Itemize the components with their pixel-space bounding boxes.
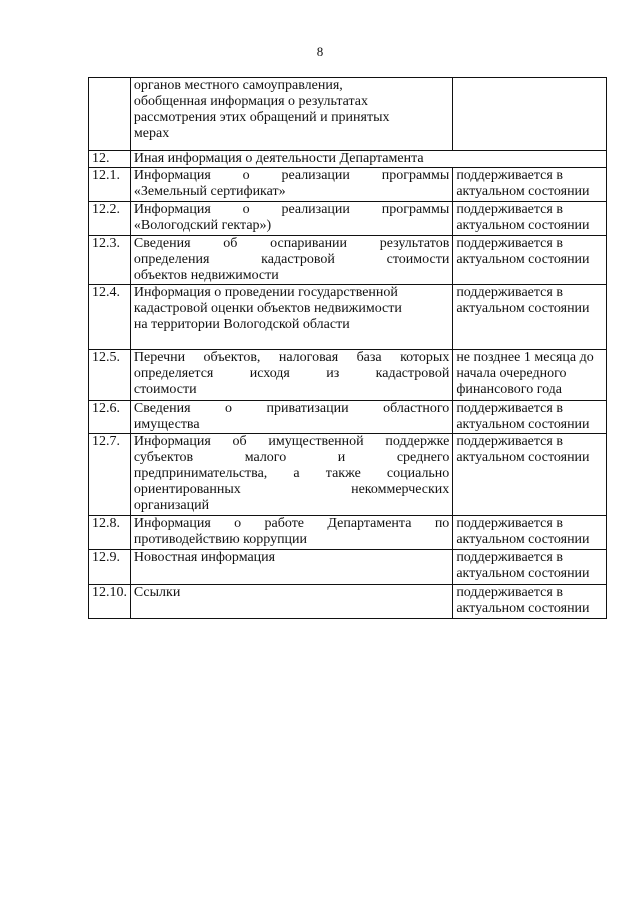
status-line: актуальном состоянии	[456, 450, 590, 465]
section-title: Иная информация о деятельности Департамента	[130, 151, 606, 168]
status-line: поддерживается в	[456, 434, 563, 449]
status-line: поддерживается в	[456, 236, 563, 251]
desc-line: Новостная информация	[133, 550, 276, 565]
table-row	[89, 168, 607, 202]
desc-line: определения кадастровой стоимости	[133, 252, 450, 267]
page-number: 8	[316, 44, 324, 59]
desc-line: Информация об имущественной поддержке	[133, 434, 450, 449]
cell-description	[130, 168, 452, 202]
section-row	[89, 151, 607, 168]
desc-line: Перечни объектов, налоговая база которых	[133, 350, 450, 365]
desc-line: на территории Вологодской области	[133, 317, 350, 332]
continuation-row	[89, 78, 607, 151]
desc-line: мерах	[133, 126, 170, 141]
cell-number: 12.	[89, 151, 131, 168]
cell-description	[130, 350, 452, 401]
desc-line: кадастровой оценки объектов недвижимости	[133, 301, 402, 316]
status-line: актуальном состоянии	[456, 532, 590, 547]
desc-line: организаций	[133, 498, 210, 513]
status-line: поддерживается в	[456, 202, 563, 217]
cell-number: 12.10.	[89, 585, 131, 619]
status-line: поддерживается в	[456, 285, 563, 300]
status-line: финансового года	[456, 382, 563, 397]
cell-status	[453, 285, 607, 350]
cell-status	[453, 78, 607, 151]
cell-number: 12.5.	[89, 350, 131, 401]
status-line: поддерживается в	[456, 585, 563, 600]
status-line: не позднее 1 месяца до	[456, 350, 594, 365]
desc-line: обобщенная информация о результатах	[133, 94, 369, 109]
status-line: актуальном состоянии	[456, 252, 590, 267]
cell-number: 12.1.	[89, 168, 131, 202]
desc-line: Сведения об оспаривании результатов	[133, 236, 450, 251]
cell-status	[453, 350, 607, 401]
cell-number: 12.6.	[89, 401, 131, 434]
desc-line: ориентированных некоммерческих	[133, 482, 450, 497]
desc-line: органов местного самоуправления,	[133, 78, 343, 93]
desc-line: противодействию коррупции	[133, 532, 308, 547]
cell-description	[130, 585, 452, 619]
table-row	[89, 434, 607, 516]
cell-status	[453, 236, 607, 285]
desc-line: «Земельный сертификат»	[133, 184, 286, 199]
cell-description	[130, 401, 452, 434]
cell-number: 12.8.	[89, 516, 131, 550]
cell-status	[453, 585, 607, 619]
status-line: актуальном состоянии	[456, 184, 590, 199]
desc-line: Информация о реализации программы	[133, 168, 450, 183]
cell-description	[130, 236, 452, 285]
desc-line: Информация о реализации программы	[133, 202, 450, 217]
table-row	[89, 350, 607, 401]
desc-line: Ссылки	[133, 585, 181, 600]
cell-status	[453, 434, 607, 516]
cell-number: 12.3.	[89, 236, 131, 285]
desc-line: Информация о работе Департамента по	[133, 516, 450, 531]
table-row	[89, 585, 607, 619]
table-row	[89, 236, 607, 285]
cell-description	[130, 285, 452, 350]
cell-status	[453, 202, 607, 236]
cell-description	[130, 550, 452, 585]
cell-number: 12.9.	[89, 550, 131, 585]
status-line: актуальном состоянии	[456, 218, 590, 233]
cell-number: 12.2.	[89, 202, 131, 236]
status-line: начала очередного	[456, 366, 567, 381]
cell-status	[453, 401, 607, 434]
desc-line: имущества	[133, 417, 200, 432]
cell-description	[130, 516, 452, 550]
cell-status	[453, 516, 607, 550]
desc-line: определяется исходя из кадастровой	[133, 366, 450, 381]
cell-description	[130, 434, 452, 516]
cell-number: 12.7.	[89, 434, 131, 516]
desc-line: Информация о проведении государственной	[133, 285, 398, 300]
cell-number	[89, 78, 131, 151]
table-row	[89, 285, 607, 350]
table-row	[89, 516, 607, 550]
desc-line: предпринимательства, а также социально	[133, 466, 450, 481]
desc-line: рассмотрения этих обращений и принятых	[133, 110, 390, 125]
information-table	[88, 77, 607, 619]
status-line: актуальном состоянии	[456, 566, 590, 581]
table-row	[89, 550, 607, 585]
cell-number: 12.4.	[89, 285, 131, 350]
desc-line: стоимости	[133, 382, 197, 397]
status-line: поддерживается в	[456, 550, 563, 565]
status-line: поддерживается в	[456, 516, 563, 531]
desc-line: Сведения о приватизации областного	[133, 401, 450, 416]
cell-status	[453, 168, 607, 202]
desc-line: «Вологодский гектар»)	[133, 218, 272, 233]
desc-line: объектов недвижимости	[133, 268, 279, 283]
cell-description	[130, 202, 452, 236]
desc-line: субъектов малого и среднего	[133, 450, 450, 465]
table-row	[89, 202, 607, 236]
status-line: актуальном состоянии	[456, 301, 590, 316]
status-line: актуальном состоянии	[456, 601, 590, 616]
cell-status	[453, 550, 607, 585]
status-line: актуальном состоянии	[456, 417, 590, 432]
status-line: поддерживается в	[456, 401, 563, 416]
status-line: поддерживается в	[456, 168, 563, 183]
cell-description	[130, 78, 452, 151]
table-row	[89, 401, 607, 434]
